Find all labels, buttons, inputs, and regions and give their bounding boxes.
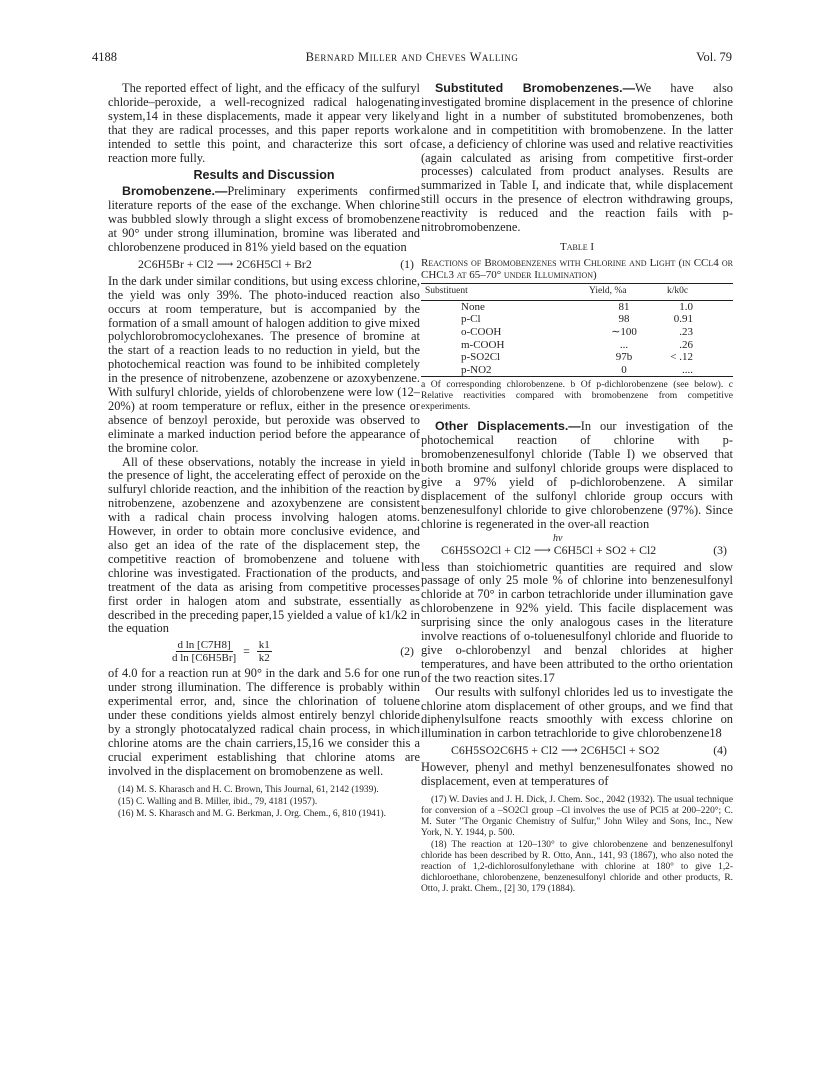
table-header-row	[421, 283, 733, 300]
page-header	[92, 50, 732, 68]
substituted-text: We have also investigated bromine displacement in the presence of chlorine and light in a number of substituted bromobenzenes, both alone and in competitition with bromobenzene. In the latter case, a deficiency of chlorine was used and relative reactivities (again calculated as arising from competitive first-order processes) calculated from product analyses. Results are summarized in Table I, and indicate that, while displacement still occurs in the presence of electron withdrawing groups, reactivity is reduced and the reaction fails with p-nitrobromobenzene.	[421, 81, 734, 235]
equation-2-k2: k2	[258, 652, 270, 665]
table-cell: o-COOH	[461, 325, 502, 338]
bromobenzene-text: Preliminary experiments confirmed literature reports of the ease of the exchange. When chlorine was bubbled slowly through a slight excess of bromobenzene at 90° under strong illumination, bromine was liberated and chlorobenzene produced in 81% yield based on the equation	[108, 184, 420, 254]
table-cell: .26	[679, 338, 693, 351]
table-cell: 81	[618, 300, 630, 313]
stoichiometric-paragraph: less than stoichiometric quantities are required and slow passage of only 25 mole % of chlorine into benzenesulfonyl chloride at 70° in carbon tetrachloride under illumination gave chlorobenzene in 92% yield. This facile displacement was surprising since the only analogous cases in the literature involve reactions of o-toluenesulfonyl chloride and fluoride to give o-chlorobenzyl and benzal chlorides at higher temperatures, and have been attributed to the ortho orientation of the two reaction sites.17	[421, 559, 733, 685]
equation-4-number: (4)	[713, 743, 727, 758]
our-results-paragraph: Our results with sulfonyl chlorides led us to investigate the chlorine atom displacement of other groups, and we find that diphenylsulfone reacts smoothly with excess chlorine on illumination in carbon tetrachloride to give chlorobenzene18	[421, 684, 733, 741]
equation-3	[421, 532, 733, 561]
table-row	[421, 364, 733, 377]
observations-paragraph: All of these observations, notably the increase in yield in the presence of light, the accelerating effect of peroxide on the sulfuryl chloride reaction, and the inhibition of the reaction by nitrobenzene, azobenzene and azoxybenzene are consistent with a radical chain process involving halogen atoms. However, in order to obtain more conclusive evidence, and also get an idea of the rate of the displacement step, the competitive reaction of bromobenzene and toluene with chlorine was investigated. Fractionation of the products, and treatment of the data as arising from competitive processes first order in halogen atom and substrate, essentially as described in the preceding paper,15 yielded a value of k1/k2 in the equation	[108, 454, 420, 636]
equation-2-body	[138, 639, 272, 664]
equation-3-number: (3)	[713, 542, 727, 557]
bromobenzene-paragraph	[108, 185, 420, 255]
table-row	[421, 326, 733, 339]
footnote: (14) M. S. Kharasch and H. C. Brown, This Journal, 61, 2142 (1939).	[118, 784, 379, 795]
table-title: Table I	[559, 240, 595, 253]
other-displacements-paragraph	[421, 420, 733, 531]
table-cell: 0.91	[673, 313, 693, 326]
other-displacements-text: In our investigation of the photochemical reaction of chlorine with p-bromobenzenesulfonyl chloride (Table I) we observed that both bromine and sulfonyl chloride groups were displaced to give a 97% yield of p-dichlorobenzene. A similar displacement of the sulfonyl chloride group occurs with benzenesulfonyl chloride to give chlorobenzene (97%). Since chlorine is regenerated in the over-all reaction	[421, 419, 733, 531]
footnote: (17) W. Davies and J. H. Dick, J. Chem. Soc., 2042 (1932). The usual technique for conversion of a –SO2Cl group –Cl involves the use of PCl5 at 200–220°; C. M. Suter "The Organic Chemistry of Sulfur," John Wiley and Sons, Inc., New York, N. Y. 1944, p. 500.	[421, 795, 733, 838]
value-paragraph: of 4.0 for a reaction run at 90° in the dark and 5.6 for one run under strong illumination. The difference is probably within experimental error, and, since the chlorination of toluene under these conditions yields almost entirely benzyl chloride by a strongly photocatalyzed radical chain process, in which chlorine atoms are the chain carriers,15,16 we consider this a crucial experiment establishing that chlorine atoms are involved in the displacement on bromobenzene as well.	[108, 666, 420, 778]
footnote: (15) C. Walling and B. Miller, ibid., 79, 4181 (1957).	[118, 796, 318, 807]
equation-4-body: C6H5SO2C6H5 + Cl2 ⟶ 2C6H5Cl + SO2	[451, 743, 660, 758]
equals-sign: =	[243, 643, 250, 658]
table-cell: p-Cl	[461, 313, 481, 326]
however-paragraph: However, phenyl and methyl benzenesulfonates showed no displacement, even at temperatures of	[421, 760, 733, 789]
table-row	[421, 351, 733, 364]
substituted-heading: Substituted Bromobenzenes.—	[435, 81, 635, 95]
right-column	[421, 82, 733, 896]
equation-4	[421, 741, 733, 761]
table-cell: m-COOH	[461, 338, 505, 351]
table-notes: a Of corresponding chlorobenzene. b Of p-dichlorobenzene (see below). c Relative reactivities compared with bromobenzene from competitive experiments.	[421, 379, 733, 413]
table-row	[421, 300, 733, 313]
intro-paragraph: The reported effect of light, and the efficacy of the sulfuryl chloride–peroxide, a well-recognized radical halogenating system,14 in these displacements, made it appear very likely that they are radical processes, and this paper reports work intended to settle this point, and characterize this sort of reaction more fully.	[108, 81, 420, 165]
table-cell: 1.0	[679, 300, 693, 313]
volume-label: Vol. 79	[696, 50, 732, 64]
table-cell: None	[461, 300, 485, 313]
footnote: (18) The reaction at 120–130° to give chlorobenzene and benzenesulfonyl chloride has been described by R. Otto, Ann., 141, 93 (1867), who also noted the reaction of 1,2-dichlorosulfonylethane with chlorine at 180° to give 1,2-dichloroethane, chlorobenzene, benzenesulfonyl chloride and other products, R. Otto, J. prakt. Chem., [2] 30, 179 (1884).	[421, 840, 733, 894]
equation-1	[108, 255, 420, 275]
table-cell: 98	[618, 313, 630, 326]
equation-3-body: C6H5SO2Cl + Cl2 ⟶ C6H5Cl + SO2 + Cl2	[441, 542, 657, 557]
equation-2-number: (2)	[400, 643, 414, 658]
table-cell: p-NO2	[461, 363, 492, 376]
page-number: 4188	[92, 50, 117, 64]
right-footnotes	[421, 795, 733, 895]
table-cell: ∼100	[611, 325, 637, 338]
equation-2-lhs	[172, 639, 236, 664]
table-header-ratio: k/k0c	[663, 283, 733, 300]
equation-2-numerator: d ln [C7H8]	[177, 639, 231, 652]
table-header-substituent: Substituent	[421, 283, 585, 300]
dark-reaction-paragraph: In the dark under similar conditions, but using excess chlorine, the yield was only 39%. The photo-induced reaction also occurs at room temperature, but is accompanied by the formation of a small amount of halogen addition to give mixed polychlorobromocyclohexanes. The presence of bromine at the start of a reaction leads to no reduction in yield, but the photochemical reaction was found to be inhibited completely in the presence of nitrobenzene, azobenzene or azoxybenzene. With sulfuryl chloride, yields of chlorobenzene were low (12–20%) at room temperature or reflux, either in the presence or absence of benzoyl peroxide, but peroxide was observed to eliminate a marked induction period before the appearance of the bromine color.	[108, 273, 420, 455]
equation-1-body: 2C6H5Br + Cl2 ⟶ 2C6H5Cl + Br2	[138, 256, 312, 271]
table-header-yield: Yield, %a	[585, 283, 663, 300]
table-cell: < .12	[670, 351, 693, 364]
equation-2	[108, 636, 420, 667]
table-row	[421, 339, 733, 352]
results-table	[421, 283, 733, 377]
equation-3-hv: hν	[553, 532, 563, 544]
table-cell: ....	[682, 363, 693, 376]
left-column	[108, 82, 420, 821]
table-caption: Reactions of Bromobenzenes with Chlorine and Light (in CCl4 or CHCl3 at 65–70° under Illumination)	[421, 256, 733, 282]
equation-2-rhs	[257, 639, 272, 664]
left-footnotes	[108, 785, 420, 820]
equation-2-k1: k1	[258, 639, 270, 652]
table-cell: 0	[621, 363, 627, 376]
table-cell: ...	[619, 338, 629, 351]
section-title: Results and Discussion	[193, 168, 335, 183]
equation-2-denominator: d ln [C6H5Br]	[172, 652, 237, 665]
table-cell: 97b	[615, 351, 633, 364]
table-cell: .23	[679, 325, 693, 338]
table-row	[421, 313, 733, 326]
footnote: (16) M. S. Kharasch and M. G. Berkman, J. Org. Chem., 6, 810 (1941).	[118, 808, 387, 819]
bromobenzene-heading: Bromobenzene.—	[122, 184, 228, 199]
other-displacements-heading: Other Displacements.—	[435, 419, 581, 434]
running-head: Bernard Miller and Cheves Walling	[305, 50, 519, 64]
equation-1-number: (1)	[400, 256, 414, 271]
substituted-paragraph	[421, 82, 733, 235]
table-cell: p-SO2Cl	[461, 351, 501, 364]
